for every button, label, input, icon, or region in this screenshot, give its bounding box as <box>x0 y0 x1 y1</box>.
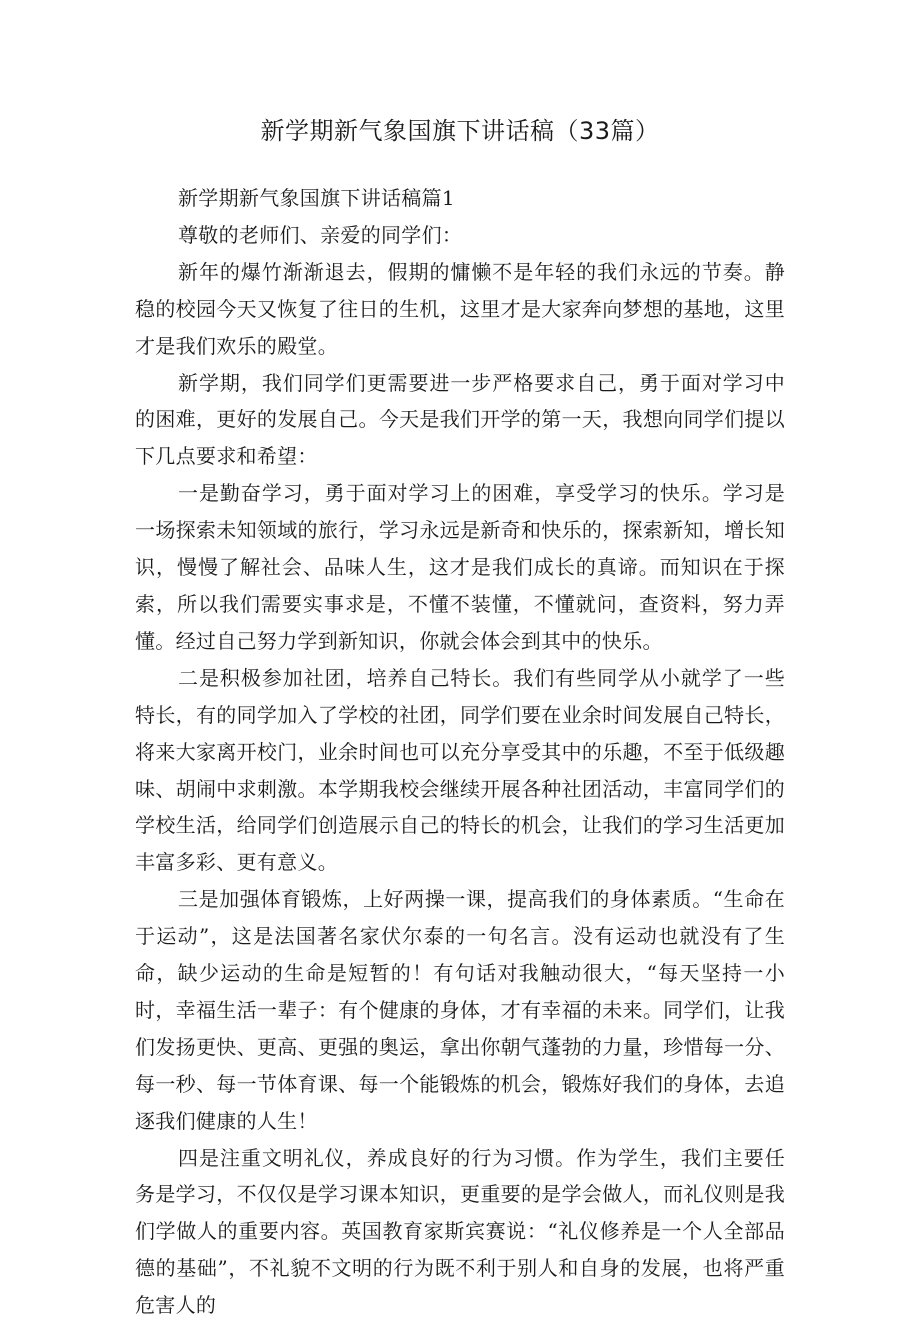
document-body <box>135 180 785 1324</box>
paragraph: 新学期，我们同学们更需要进一步严格要求自己，勇于面对学习中的困难，更好的发展自己。今天是我们开学的第一天，我想向同学们提以下几点要求和希望： <box>135 370 785 469</box>
paragraph: 二是积极参加社团，培养自己特长。我们有些同学从小就学了一些特长，有的同学加入了学校的社团，同学们要在业余时间发展自己特长，将来大家离开校门，业余时间也可以充分享受其中的乐趣，不至于低级趣味、胡闹中求刺激。本学期我校会继续开展各种社团活动，丰富同学们的学校生活，给同学们创造展示自己的特长的机会，让我们的学习生活更加丰富多彩、更有意义。 <box>135 665 785 875</box>
paragraph: 新年的爆竹渐渐退去，假期的慵懒不是年轻的我们永远的节奏。静稳的校园今天又恢复了往日的生机，这里才是大家奔向梦想的基地，这里才是我们欢乐的殿堂。 <box>135 259 785 358</box>
document-title: 新学期新气象国旗下讲话稿（33篇） <box>260 117 660 145</box>
paragraph: 三是加强体育锻炼，上好两操一课，提高我们的身体素质。“生命在于运动”，这是法国著名家伏尔泰的一句名言。没有运动也就没有了生命，缺少运动的生命是短暂的！有句话对我触动很大，“每天坚持一小时，幸福生活一辈子：有个健康的身体，才有幸福的未来。同学们，让我们发扬更快、更高、更强的奥运，拿出你朝气蓬勃的力量，珍惜每一分、每一秒、每一节体育课、每一个能锻炼的机会，锻炼好我们的身体，去追逐我们健康的人生！ <box>135 887 785 1133</box>
paragraph: 一是勤奋学习，勇于面对学习上的困难，享受学习的快乐。学习是一场探索未知领域的旅行，学习永远是新奇和快乐的，探索新知，增长知识，慢慢了解社会、品味人生，这才是我们成长的真谛。而知识在于探索，所以我们需要实事求是，不懂不装懂，不懂就问，查资料，努力弄懂。经过自己努力学到新知识，你就会体会到其中的快乐。 <box>135 481 785 653</box>
salutation: 尊敬的老师们、亲爱的同学们： <box>178 222 463 247</box>
section-heading: 新学期新气象国旗下讲话稿篇1 <box>178 186 455 210</box>
paragraph: 四是注重文明礼仪，养成良好的行为习惯。作为学生，我们主要任务是学习，不仅仅是学习课本知识，更重要的是学会做人，而礼仪则是我们学做人的重要内容。英国教育家斯宾赛说：“礼仪修养是一个人全部品德的基础”，不礼貌不文明的行为既不利于别人和自身的发展，也将严重危害人的 <box>135 1145 785 1318</box>
